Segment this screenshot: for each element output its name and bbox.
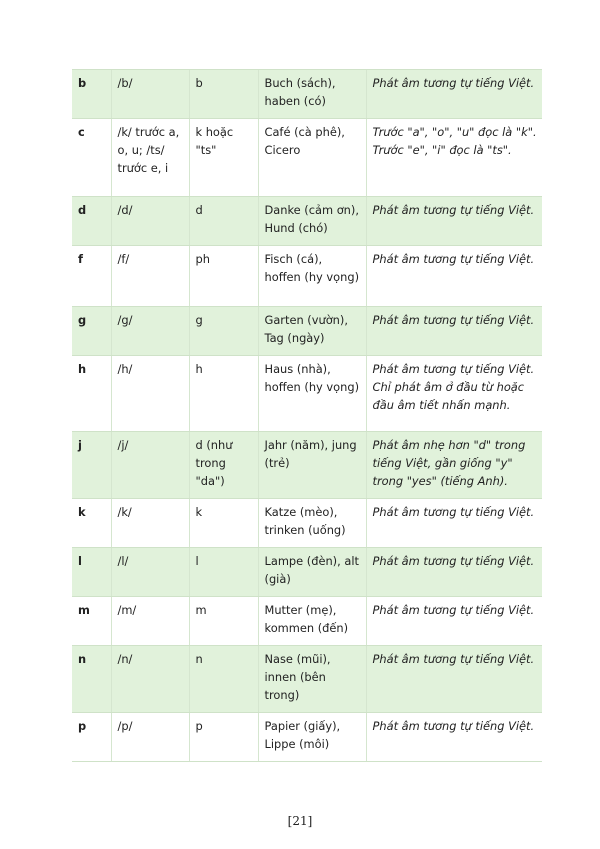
cell-ipa: /l/ [111,548,189,597]
cell-letter: d [72,197,111,246]
cell-examples: Lampe (đèn), alt (già) [258,548,366,597]
cell-examples: Haus (nhà), hoffen (hy vọng) [258,356,366,432]
cell-letter: c [72,119,111,197]
cell-vietnamese-equivalent: n [189,646,258,713]
cell-ipa: /k/ [111,499,189,548]
cell-examples: Buch (sách), haben (có) [258,70,366,119]
cell-vietnamese-equivalent: h [189,356,258,432]
cell-letter: j [72,432,111,499]
cell-ipa: /j/ [111,432,189,499]
cell-note: Phát âm tương tự tiếng Việt. [366,646,542,713]
table-row [72,246,542,307]
cell-ipa: /n/ [111,646,189,713]
cell-note: Phát âm nhẹ hơn "d" trong tiếng Việt, gần giống "y" trong "yes" (tiếng Anh). [366,432,542,499]
cell-ipa: /p/ [111,713,189,762]
cell-examples: Mutter (mẹ), kommen (đến) [258,597,366,646]
pronunciation-table [72,69,542,762]
table-row [72,499,542,548]
cell-vietnamese-equivalent: b [189,70,258,119]
cell-examples: Katze (mèo), trinken (uống) [258,499,366,548]
table-row [72,197,542,246]
cell-vietnamese-equivalent: m [189,597,258,646]
cell-note: Phát âm tương tự tiếng Việt. [366,246,542,307]
cell-note: Phát âm tương tự tiếng Việt. [366,197,542,246]
cell-ipa: /k/ trước a, o, u; /ts/ trước e, i [111,119,189,197]
page-number: [21] [287,814,313,828]
table-row [72,70,542,119]
cell-note: Phát âm tương tự tiếng Việt. [366,307,542,356]
table-row [72,597,542,646]
cell-vietnamese-equivalent: l [189,548,258,597]
cell-examples: Garten (vườn), Tag (ngày) [258,307,366,356]
cell-vietnamese-equivalent: k [189,499,258,548]
cell-letter: f [72,246,111,307]
cell-letter: m [72,597,111,646]
table-row [72,713,542,762]
cell-note: Phát âm tương tự tiếng Việt. [366,713,542,762]
cell-note: Phát âm tương tự tiếng Việt. [366,548,542,597]
cell-ipa: /d/ [111,197,189,246]
cell-letter: b [72,70,111,119]
cell-vietnamese-equivalent: ph [189,246,258,307]
cell-note: Phát âm tương tự tiếng Việt. [366,597,542,646]
cell-letter: p [72,713,111,762]
cell-note: Phát âm tương tự tiếng Việt. Chỉ phát âm ở đầu từ hoặc đầu âm tiết nhấn mạnh. [366,356,542,432]
cell-note: Trước "a", "o", "u" đọc là "k". Trước "e", "i" đọc là "ts". [366,119,542,197]
table-row [72,646,542,713]
cell-examples: Papier (giấy), Lippe (môi) [258,713,366,762]
table-row [72,119,542,197]
cell-examples: Danke (cảm ơn), Hund (chó) [258,197,366,246]
cell-note: Phát âm tương tự tiếng Việt. [366,70,542,119]
cell-examples: Café (cà phê), Cicero [258,119,366,197]
cell-vietnamese-equivalent: d (như trong "da") [189,432,258,499]
table-row [72,356,542,432]
cell-note: Phát âm tương tự tiếng Việt. [366,499,542,548]
cell-examples: Fisch (cá), hoffen (hy vọng) [258,246,366,307]
table-row [72,548,542,597]
cell-letter: l [72,548,111,597]
cell-vietnamese-equivalent: g [189,307,258,356]
cell-ipa: /b/ [111,70,189,119]
cell-letter: n [72,646,111,713]
cell-examples: Nase (mũi), innen (bên trong) [258,646,366,713]
cell-examples: Jahr (năm), jung (trẻ) [258,432,366,499]
cell-vietnamese-equivalent: p [189,713,258,762]
table-row [72,307,542,356]
cell-ipa: /f/ [111,246,189,307]
cell-ipa: /h/ [111,356,189,432]
cell-ipa: /g/ [111,307,189,356]
cell-letter: k [72,499,111,548]
cell-vietnamese-equivalent: k hoặc "ts" [189,119,258,197]
table-row [72,432,542,499]
cell-vietnamese-equivalent: d [189,197,258,246]
cell-ipa: /m/ [111,597,189,646]
cell-letter: g [72,307,111,356]
cell-letter: h [72,356,111,432]
